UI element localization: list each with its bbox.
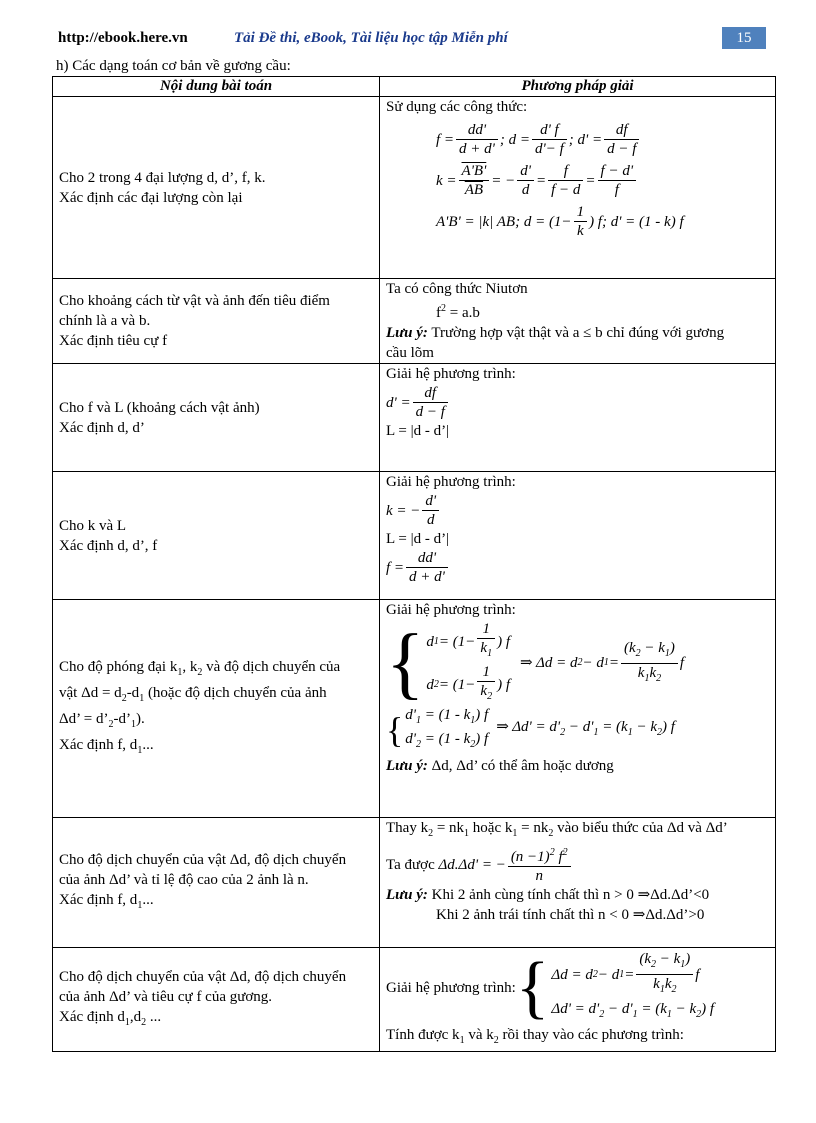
problem-line: vật $\Delta d = d_2-d_1$ (hoặc độ dịch chuyển của ảnh xyxy=(59,684,327,704)
formula-text: = a.b xyxy=(449,305,480,321)
problem-text: Xác định f, d xyxy=(59,891,138,908)
problem-text: Xác định f, d xyxy=(59,736,138,753)
method-cell xyxy=(380,97,776,279)
note xyxy=(386,885,769,905)
table-row xyxy=(53,818,776,948)
problem-cell xyxy=(53,818,380,948)
formula: f = $\frac{dd'}{d + d'}$ xyxy=(386,549,769,586)
col-header-method: Phương pháp giải xyxy=(380,77,776,97)
problem-line: Cho k và L xyxy=(59,517,127,534)
problem-line: chính là a và b. xyxy=(59,313,151,329)
note xyxy=(386,323,769,343)
problem-line: Δd’ = $d’_2-d’_1$). xyxy=(59,710,145,730)
problem-line: Cho độ phóng đại $k_1$, $k_2$ và độ dịch chuyển của xyxy=(59,658,341,678)
table-row xyxy=(53,279,776,364)
note-text: Trường hợp vật thật và a ≤ b chỉ đúng với gương xyxy=(431,325,725,341)
formula: L = |d - d’| xyxy=(386,423,450,439)
formula: A'B' = |k| AB; d = (1− $\frac{1}{k}$ ) f; d' = (1 - k) f xyxy=(436,204,684,239)
note-text: Khi 2 ảnh cùng tính chất thì n > 0 ⇒Δd.Δd’<0 xyxy=(431,887,710,903)
header-url[interactable]: http://ebook.here.vn xyxy=(58,30,188,46)
table-row xyxy=(53,948,776,1052)
method-intro: Giải hệ phương trình: xyxy=(386,602,516,618)
note-label: Lưu ý: xyxy=(386,325,428,341)
table-header-row xyxy=(53,77,776,97)
formula: Ta được Δd.Δd' = − $\frac{(n -1)^2 f^2}{n}$ xyxy=(386,844,769,885)
problem-line: Xác định d, d’ xyxy=(59,419,145,436)
problem-cell xyxy=(53,600,380,818)
method-line: Tính được $k_1$ và $k_2$ rồi thay vào các phương trình: xyxy=(386,1027,684,1046)
method-cell xyxy=(380,279,776,364)
formula-system: { $d'_1 = (1 - k_1)$ f $d'_2 = (1 - k_2)$ f ⇒ $\Delta d' = d'_2 - d'_1 = (k_1 - k_2)$ f xyxy=(386,707,675,750)
note-text: Δd, Δd’ có thể âm hoặc dương xyxy=(431,758,614,774)
formula-system: { d 1 = (1− $\frac{1}{k_1}$ ) f d 2 = (1− $\frac{1}{k_2}$ ) f ⇒ Δd = d 2 − d 1 = $\frac{(k_2 - k_1)}{k_1k_2}$ f xyxy=(386,619,685,707)
table-row xyxy=(53,600,776,818)
note-label: Lưu ý: xyxy=(386,758,428,774)
problem-cell xyxy=(53,472,380,600)
note xyxy=(386,756,769,776)
method-cell xyxy=(380,818,776,948)
problem-cell xyxy=(53,364,380,472)
table-row xyxy=(53,364,776,472)
problem-line: Cho khoảng cách từ vật và ảnh đến tiêu điểm xyxy=(59,293,330,309)
problem-cell xyxy=(53,948,380,1052)
formula-system: Giải hệ phương trình: { Δd = d 2 − d 1 = $\frac{(k_2 - k_1)}{k_1k_2}$ f $\Delta d' = d'_2 - d'_1 = (k_1 - k_2)$ f xyxy=(386,948,715,1026)
formula: f = $\frac{dd'}{d + d'}$ ; d = $\frac{d' f}{d'- f}$ ; d' = $\frac{df}{d - f}$ xyxy=(436,121,769,158)
method-cell xyxy=(380,600,776,818)
problem-line: Xác định tiêu cự f xyxy=(59,333,168,349)
table-row xyxy=(53,472,776,600)
problem-line: Xác định f, $d_1$... xyxy=(59,891,154,911)
table-row xyxy=(53,97,776,279)
method-cell xyxy=(380,472,776,600)
problem-line: Xác định d, d’, f xyxy=(59,537,158,554)
section-title: h) Các dạng toán cơ bản về gương cầu: xyxy=(56,58,291,74)
method-intro: Giải hệ phương trình: xyxy=(386,979,516,996)
note-label: Lưu ý: xyxy=(386,887,428,903)
note-text: cầu lõm xyxy=(386,345,434,361)
formula: d' = $\frac{df}{d - f}$ xyxy=(386,384,769,421)
col-header-content: Nội dung bài toán xyxy=(53,77,380,97)
method-cell xyxy=(380,364,776,472)
problem-line: Cho f và L (khoảng cách vật ảnh) xyxy=(59,399,260,416)
formula: k = $\frac{A'B'}{AB}$ = − $\frac{d'}{d}$ = $\frac{f}{f - d}$ = $\frac{f - d'}{f}$ xyxy=(436,162,769,199)
problem-text: vật Δd = d xyxy=(59,684,122,701)
header-title: Tải Đề thi, eBook, Tài liệu học tập Miễn phí xyxy=(234,30,508,46)
problem-cell xyxy=(53,97,380,279)
method-intro: Giải hệ phương trình: xyxy=(386,366,516,382)
formula: k = − $\frac{d'}{d}$ xyxy=(386,492,769,529)
page-number: 15 xyxy=(722,27,766,49)
method-intro: Ta có công thức Niutơn xyxy=(386,281,528,297)
problem-line: Xác định f, $d_1$... xyxy=(59,736,154,756)
method-intro: Thay $k_2 = nk_1$ hoặc $k_1 = nk_2$ vào biểu thức của Δd và Δd’ xyxy=(386,820,728,839)
problem-line: của ảnh Δd’ và tỉ lệ độ cao của 2 ảnh là n. xyxy=(59,871,309,888)
method-cell xyxy=(380,948,776,1052)
page-header xyxy=(58,27,768,51)
method-intro: Giải hệ phương trình: xyxy=(386,474,516,490)
problem-line: Cho độ dịch chuyển của vật Δd, độ dịch chuyển xyxy=(59,968,347,985)
problem-line: Cho 2 trong 4 đại lượng d, d’, f, k. xyxy=(59,169,266,186)
problem-cell xyxy=(53,279,380,364)
problem-line: Cho độ dịch chuyển của vật Δd, độ dịch chuyển xyxy=(59,851,347,868)
formula: $f^2 = a.b$ xyxy=(436,303,480,321)
methods-table xyxy=(52,76,776,1052)
formula: L = |d - d’| xyxy=(386,531,450,547)
problem-line: Xác định $d_1,d_2$ ... xyxy=(59,1008,162,1028)
note-text: Khi 2 ảnh trái tính chất thì n < 0 ⇒Δd.Δd’>0 xyxy=(436,907,705,923)
method-intro: Sử dụng các công thức: xyxy=(386,99,528,115)
problem-line: Xác định các đại lượng còn lại xyxy=(59,189,243,206)
problem-line: của ảnh Δd’ và tiêu cự f của gương. xyxy=(59,988,273,1005)
